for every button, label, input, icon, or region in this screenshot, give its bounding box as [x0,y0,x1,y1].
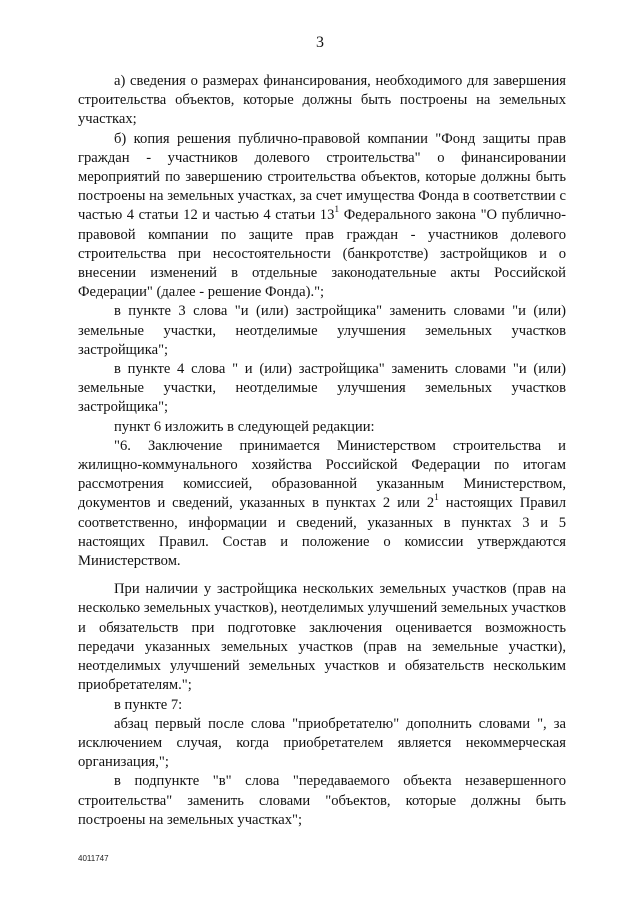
paragraph [78,772,566,830]
paragraph [78,418,566,437]
paragraph [78,696,566,715]
paragraph-text: а) сведения о размерах финансирования, необходимого для завершения строительства объектов, которые должны быть построены на земельных участках; [78,73,566,128]
paragraph [78,580,566,695]
document-code: 4011747 [78,854,109,863]
paragraph-text: в подпункте "в" слова "передаваемого объекта незавершенного строительства" заменить словами "объектов, которые должны быть построены на земельных участках"; [78,773,566,828]
paragraph [78,360,566,418]
paragraph-text: в пункте 3 слова "и (или) застройщика" заменить словами "и (или) земельные участки, неотделимые улучшения земельных участков застройщика"; [78,303,566,358]
paragraph [78,72,566,130]
paragraph-text: "6. Заключение принимается Министерством строительства и жилищно-коммунального хозяйства Российской Федерации по итогам рассмотрения комиссией, образованной указанным Министерством, документов и сведений, указанных в пунктах 2 или 2 [78,437,566,512]
paragraph-text: б) копия решения публично-правовой компании "Фонд защиты прав граждан - участников долевого строительства" о финансировании мероприятий по завершению строительства объектов, которые должны быть построены на земельных участках, за счет имущества Фонда в соответствии с частью 4 статьи 12 и частью 4 статьи 13 [78,130,566,224]
superscript: 1 [334,204,340,215]
paragraph-text: абзац первый после слова "приобретателю" дополнить словами ", за исключением случая, когда приобретателем является некоммерческая организация,"; [78,715,566,771]
paragraph [78,130,566,303]
paragraph-text: Федерального закона "О публично-правовой компании по защите прав граждан - участников долевого строительства при несостоятельности (банкротстве) застройщиков и о внесении изменений в отдельные законодательные акты Российской Федерации" (далее - решение Фонда)."; [78,207,566,301]
paragraph [78,715,566,773]
paragraph-text: настоящих Правил соответственно, информации и сведений, указанных в пунктах 3 и 5 настоящих Правил. Состав и положение о комиссии утверждаются Министерством. [78,495,566,570]
superscript: 1 [434,492,439,503]
paragraph [78,302,566,360]
paragraph-text: в пункте 7: [114,696,183,713]
page-number: 3 [316,34,324,51]
paragraph-text: При наличии у застройщика нескольких земельных участков (прав на несколько земельных участков), неотделимых улучшений земельных участков и обязательств при подготовке заключения оценивается возможность передачи указанных земельных участков (прав на земельные участки), неотделимых улучшений земельных участков и обязательств нескольким приобретателям."; [78,581,566,694]
paragraph-text: в пункте 4 слова " и (или) застройщика" заменить словами "и (или) земельные участки, неотделимые улучшения земельных участков застройщика"; [78,361,566,416]
paragraph [78,437,566,571]
paragraph-text: пункт 6 изложить в следующей редакции: [114,418,375,435]
document-body [78,72,566,830]
